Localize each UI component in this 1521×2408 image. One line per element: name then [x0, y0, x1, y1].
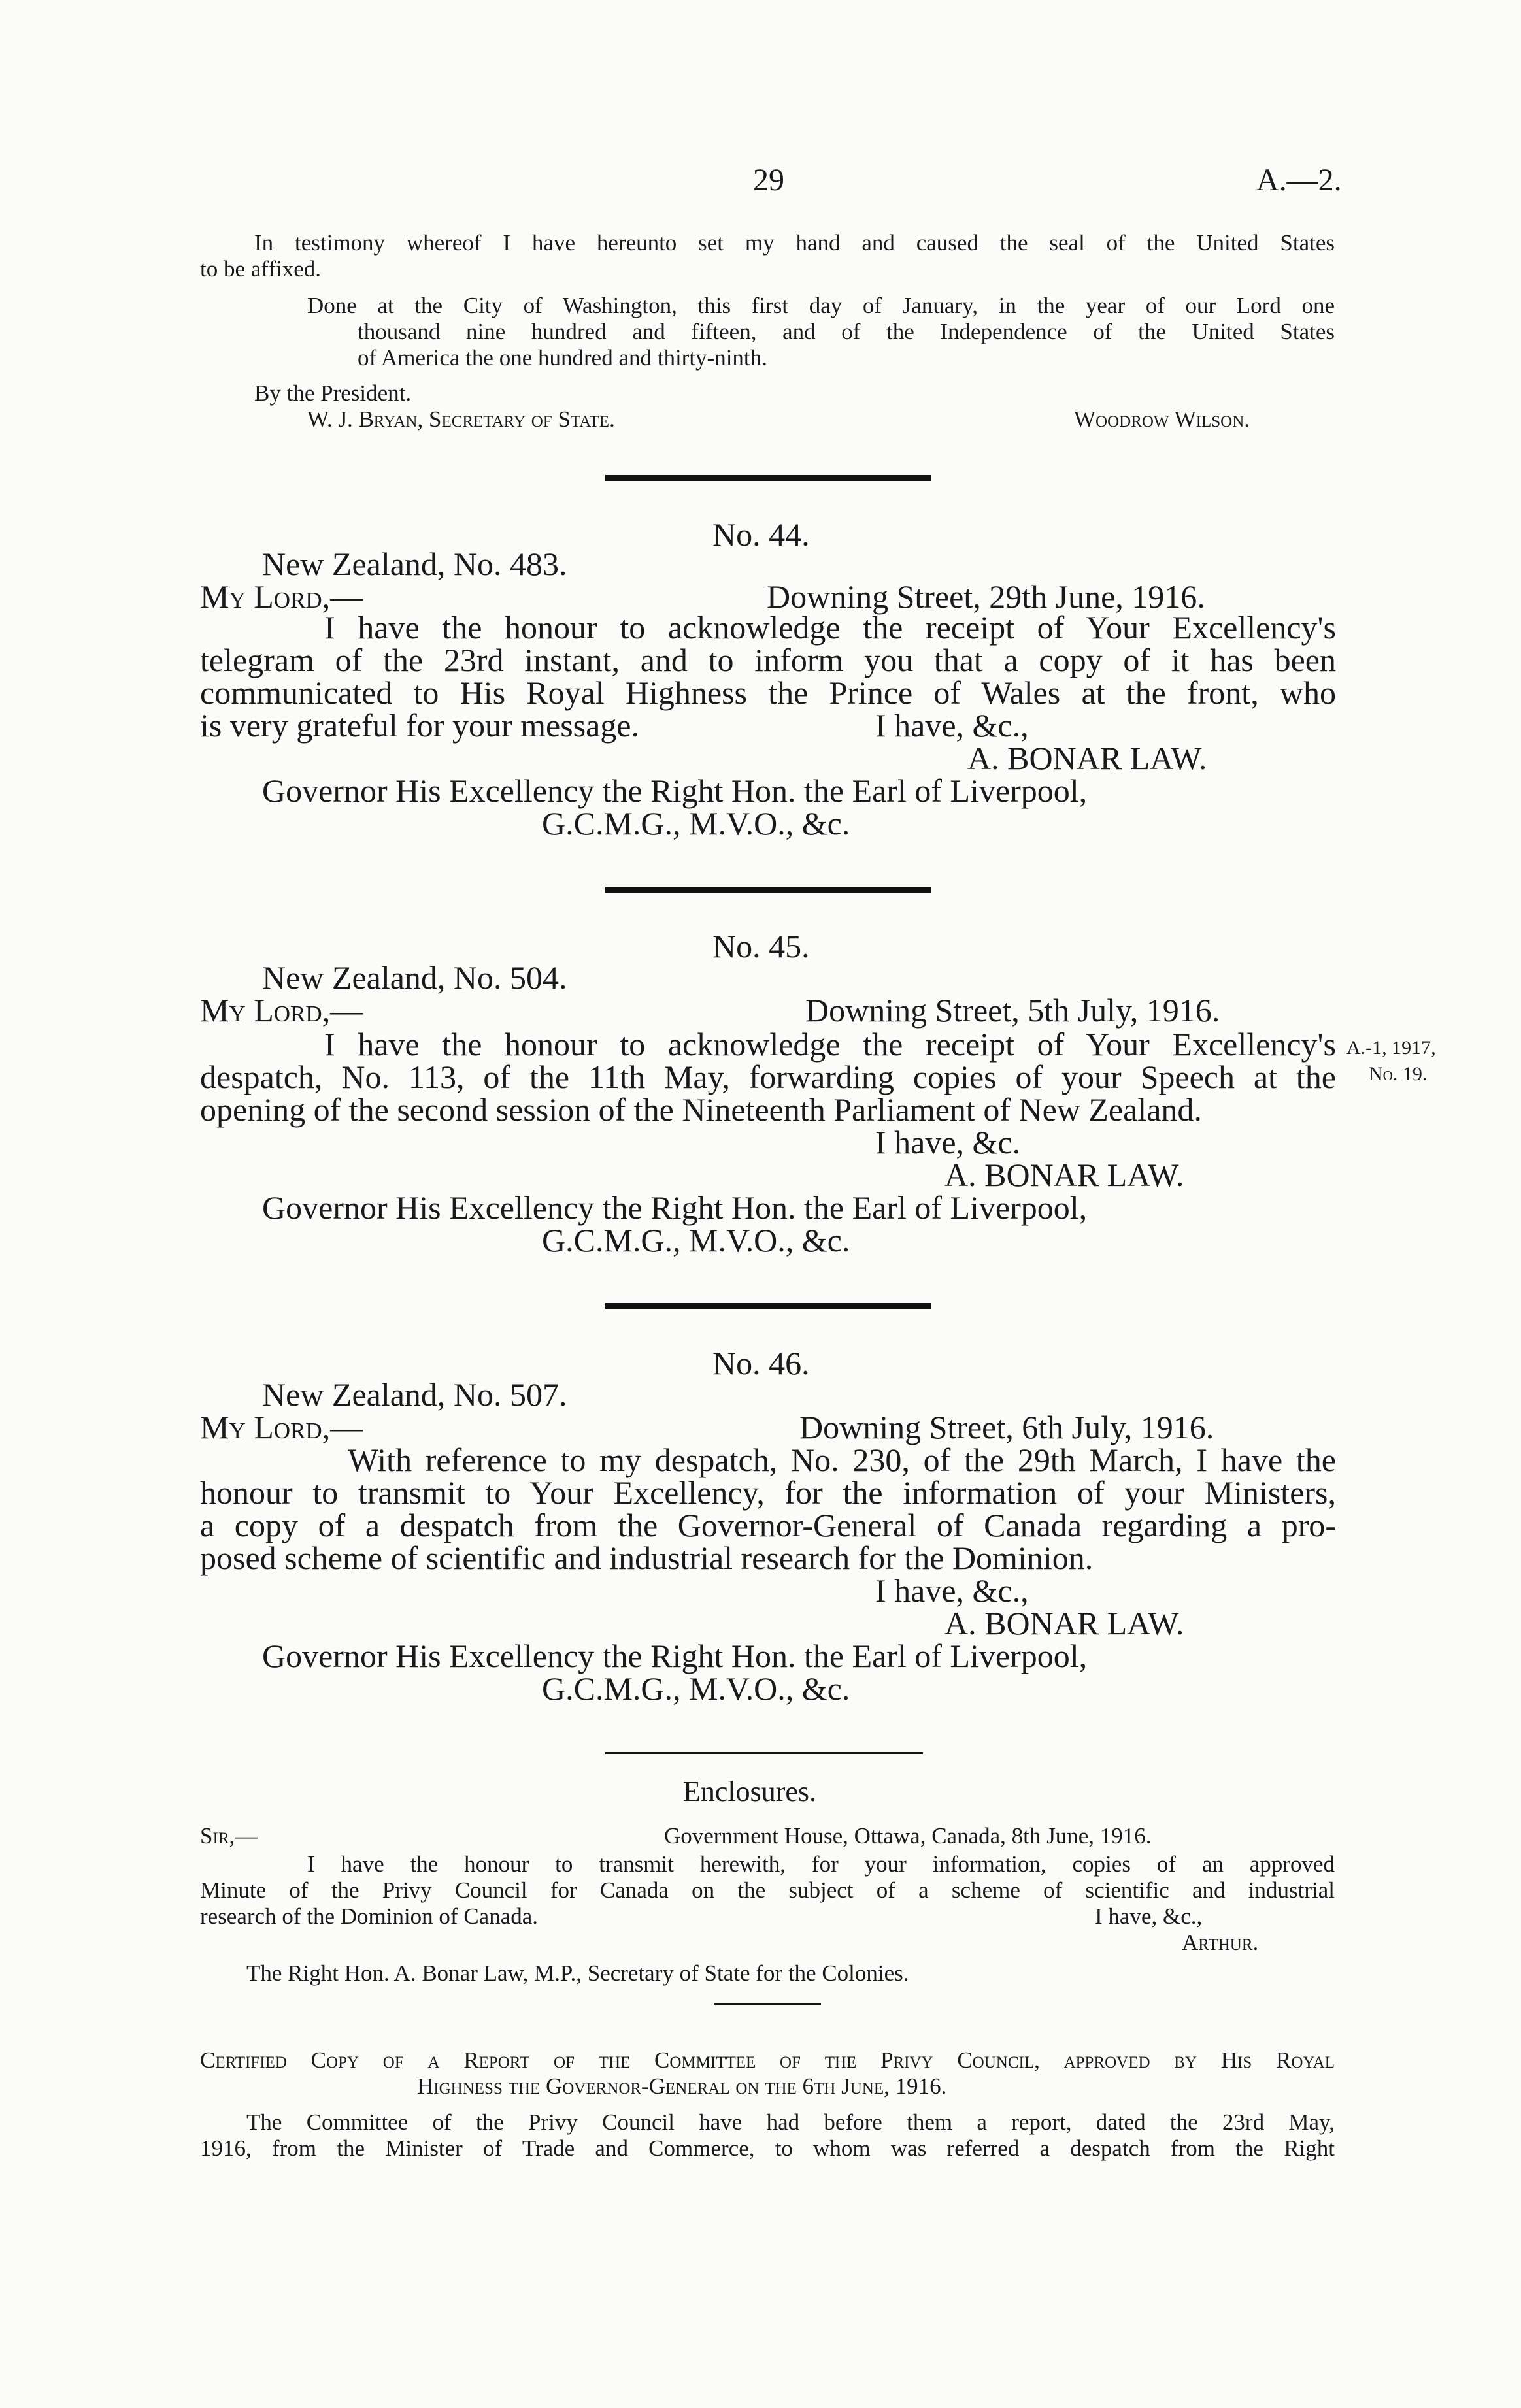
letter-addressee-honours: G.C.M.G., M.V.O., &c. [542, 805, 850, 842]
letter-reference: New Zealand, No. 483. [262, 546, 567, 582]
letter-addressee: Governor His Excellency the Right Hon. the Earl of Liverpool, [262, 772, 1088, 809]
letter-salutation: My Lord,— [200, 578, 363, 615]
letter-closing: I have, &c., [875, 707, 1029, 744]
letter-body-line: communicated to His Royal Highness the Prince of Wales at the front, who [200, 674, 1336, 711]
letter-body-line: opening of the second session of the Nineteenth Parliament of New Zealand. [200, 1091, 1202, 1128]
certified-title-line-2: Highness the Governor-General on the 6th June, 1916. [417, 2073, 947, 2099]
enclosures-heading: Enclosures. [683, 1775, 817, 1807]
certified-title-line-1: Certified Copy of a Report of the Committee of the Privy Council, approved by His Royal [200, 2047, 1335, 2073]
secretary-signature: W. J. Bryan, Secretary of State. [307, 406, 615, 432]
president-signature: Woodrow Wilson. [1074, 406, 1250, 432]
letter-addressee: Governor His Excellency the Right Hon. the Earl of Liverpool, [262, 1189, 1088, 1226]
section-divider-thin [605, 1752, 923, 1754]
letter-signature: A. BONAR LAW. [944, 1605, 1184, 1641]
letter-body-line: telegram of the 23rd instant, and to inform you that a copy of it has been [200, 642, 1336, 678]
letter-closing: I have, &c. [875, 1124, 1021, 1161]
document-reference: A.—2. [1256, 163, 1342, 197]
enclosure-place-date: Government House, Ottawa, Canada, 8th June, 1916. [664, 1823, 1152, 1849]
letter-place-date: Downing Street, 5th July, 1916. [805, 992, 1220, 1029]
certified-body-line: The Committee of the Privy Council have had before them a report, dated the 23rd May, [246, 2109, 1335, 2135]
enclosure-body-line: Minute of the Privy Council for Canada on the subject of a scheme of scientific and industrial [200, 1877, 1335, 1903]
letter-addressee: Governor His Excellency the Right Hon. the Earl of Liverpool, [262, 1638, 1088, 1674]
letter-body-line: I have the honour to acknowledge the receipt of Your Excellency's [324, 1026, 1336, 1063]
testimony-line-2: to be affixed. [200, 256, 321, 282]
enclosure-salutation: Sir,— [200, 1823, 258, 1849]
letter-number: No. 45. [712, 928, 810, 965]
letter-number: No. 46. [712, 1345, 810, 1381]
enclosure-signature: Arthur. [1182, 1930, 1259, 1955]
done-line-1: Done at the City of Washington, this first day of January, in the year of our Lord one [307, 293, 1335, 318]
letter-place-date: Downing Street, 29th June, 1916. [767, 578, 1205, 615]
letter-body-line: a copy of a despatch from the Governor-General of Canada regarding a pro- [200, 1507, 1336, 1543]
letter-place-date: Downing Street, 6th July, 1916. [799, 1409, 1214, 1445]
enclosure-closing: I have, &c., [1095, 1904, 1203, 1929]
section-divider-thick [605, 887, 931, 893]
letter-reference: New Zealand, No. 507. [262, 1376, 567, 1413]
letter-body-line: honour to transmit to Your Excellency, for the information of your Ministers, [200, 1474, 1336, 1511]
testimony-line-1: In testimony whereof I have hereunto set my hand and caused the seal of the United States [254, 230, 1335, 256]
letter-number: No. 44. [712, 516, 810, 553]
letter-salutation: My Lord,— [200, 992, 363, 1029]
letter-closing: I have, &c., [875, 1572, 1029, 1609]
letter-addressee-honours: G.C.M.G., M.V.O., &c. [542, 1670, 850, 1707]
letter-body-line: With reference to my despatch, No. 230, of the 29th March, I have the [348, 1442, 1336, 1478]
by-the-president: By the President. [254, 380, 412, 406]
letter-body-line: I have the honour to acknowledge the receipt of Your Excellency's [324, 609, 1336, 646]
certified-body-line: 1916, from the Minister of Trade and Commerce, to whom was referred a despatch from the Right [200, 2136, 1335, 2161]
margin-reference-number: No. 19. [1369, 1063, 1428, 1085]
letter-body-line: despatch, No. 113, of the 11th May, forwarding copies of your Speech at the [200, 1059, 1336, 1095]
enclosure-body-line: I have the honour to transmit herewith, for your information, copies of an approved [307, 1851, 1335, 1877]
section-divider-thick [605, 475, 931, 481]
short-divider [714, 2003, 821, 2005]
letter-reference: New Zealand, No. 504. [262, 959, 567, 996]
section-divider-thick [605, 1303, 931, 1309]
letter-signature: A. BONAR LAW. [944, 1157, 1184, 1193]
letter-salutation: My Lord,— [200, 1409, 363, 1445]
margin-reference: A.-1, 1917, [1346, 1037, 1436, 1059]
letter-body-line: posed scheme of scientific and industrial research for the Dominion. [200, 1540, 1094, 1576]
letter-addressee-honours: G.C.M.G., M.V.O., &c. [542, 1222, 850, 1259]
letter-signature: A. BONAR LAW. [967, 740, 1207, 776]
page-number: 29 [753, 163, 784, 197]
enclosure-body-line: research of the Dominion of Canada. [200, 1904, 539, 1929]
letter-body-line: is very grateful for your message. [200, 707, 639, 744]
done-line-3: of America the one hundred and thirty-ninth. [358, 345, 767, 371]
enclosure-addressee: The Right Hon. A. Bonar Law, M.P., Secretary of State for the Colonies. [246, 1960, 909, 1986]
done-line-2: thousand nine hundred and fifteen, and of the Independence of the United States [358, 319, 1335, 344]
